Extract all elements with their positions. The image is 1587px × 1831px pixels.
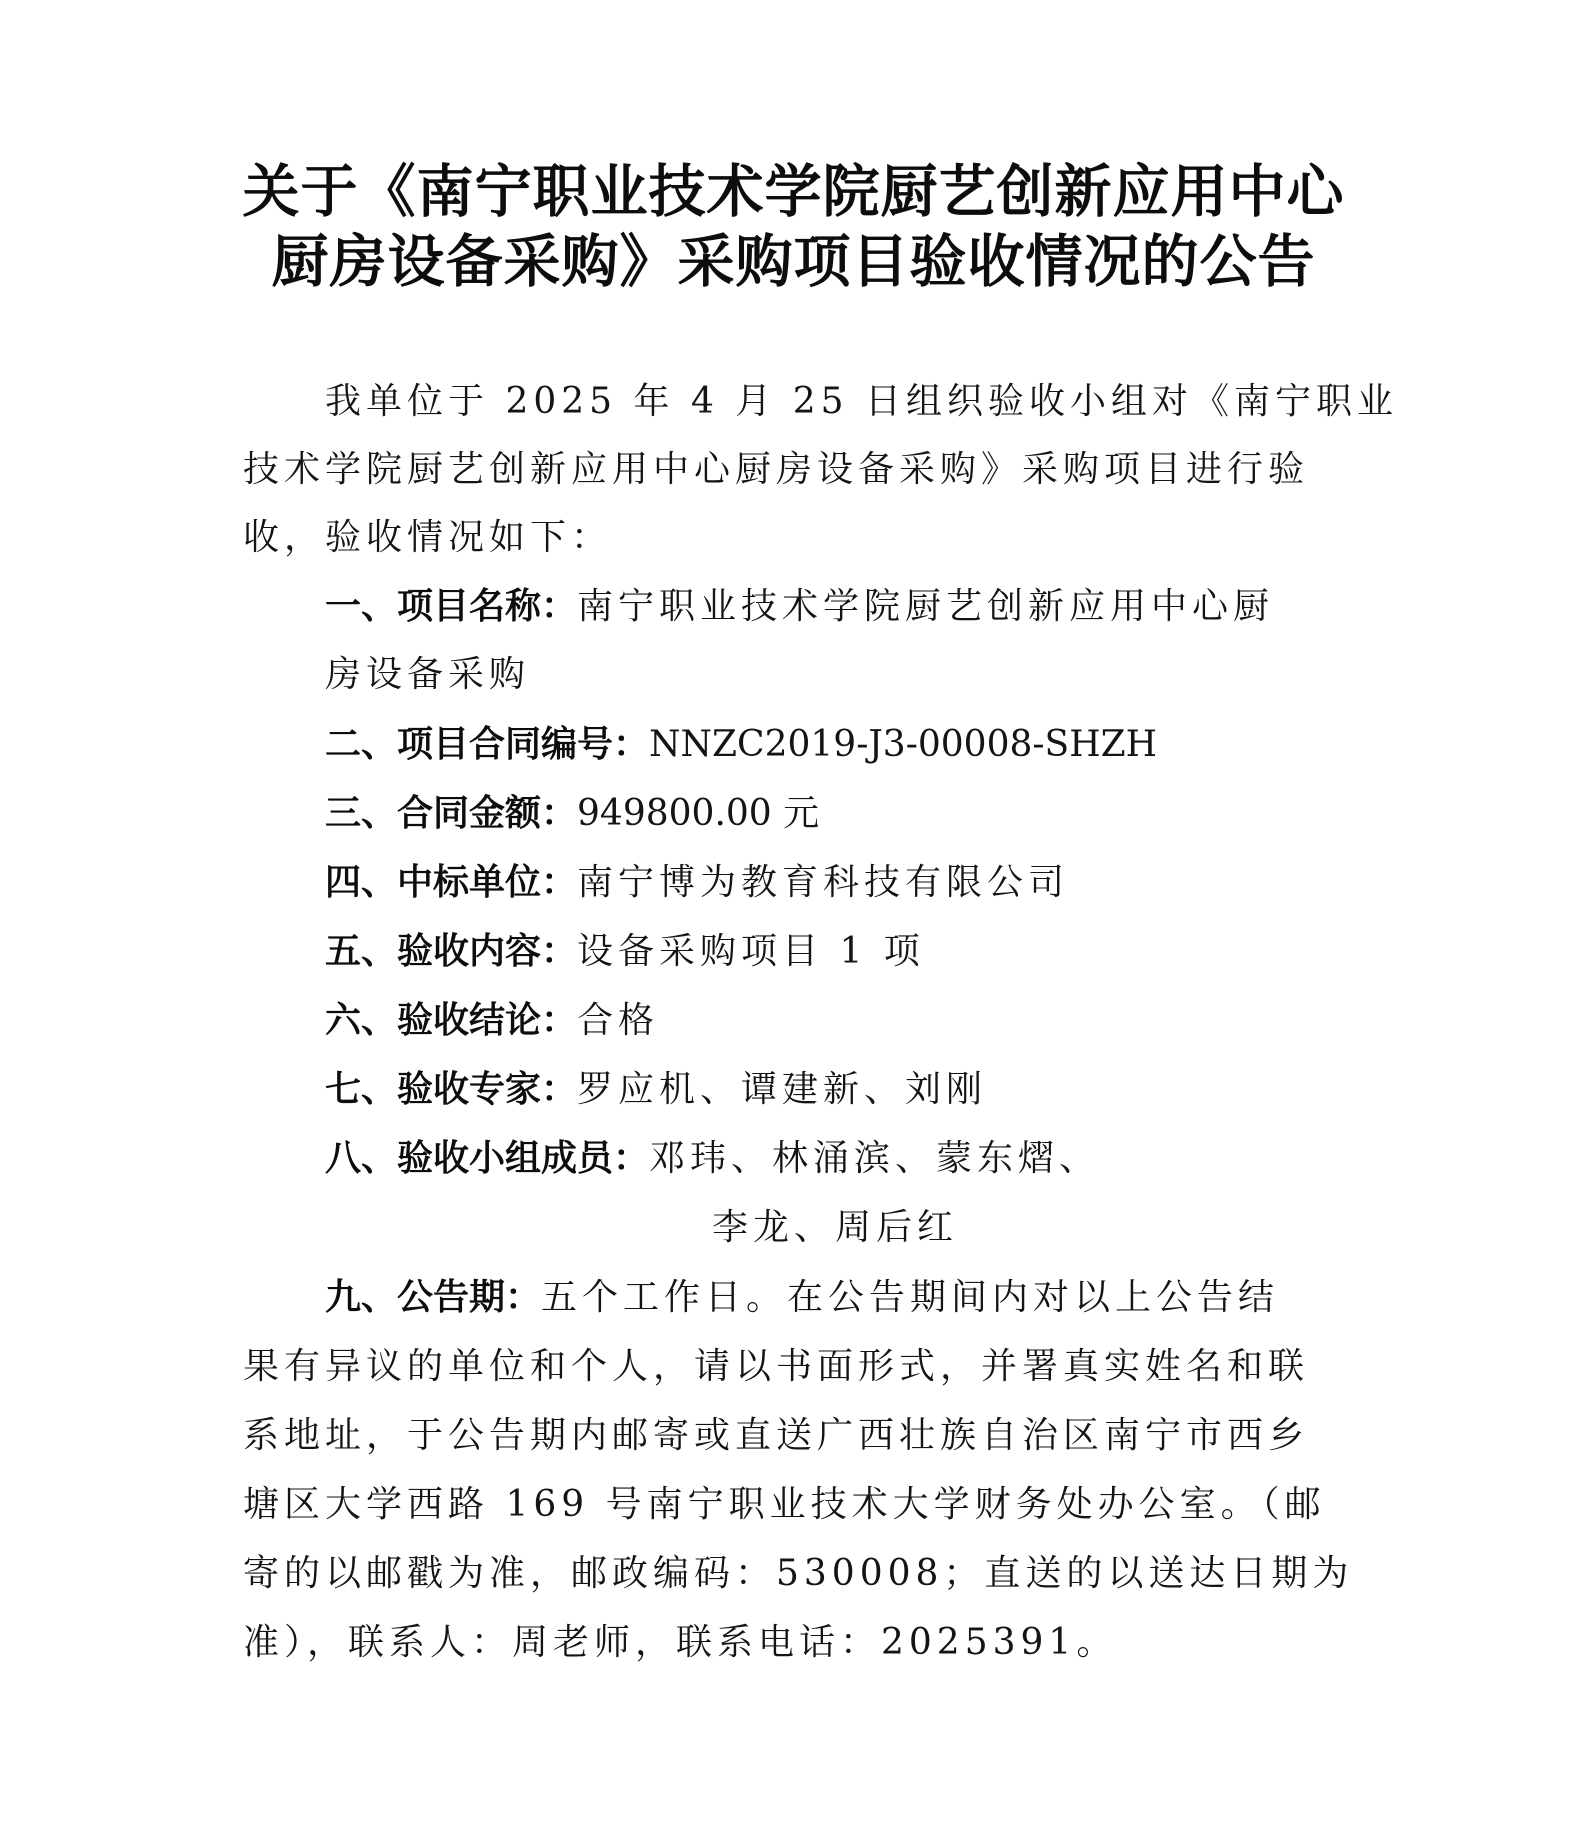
item-label: 七、验收专家：	[325, 1069, 578, 1110]
item-acceptance-members-continued: 李龙、周后红	[712, 1207, 959, 1248]
notice-paragraph-line-1	[325, 1276, 1279, 1320]
item-value: 南宁职业技术学院厨艺创新应用中心厨	[577, 586, 1275, 627]
document-title-line-2: 厨房设备采购》采购项目验收情况的公告	[271, 229, 1316, 295]
item-label: 四、中标单位：	[325, 862, 578, 903]
item-value: 合格	[577, 1000, 660, 1041]
item-acceptance-content	[325, 930, 925, 974]
notice-paragraph-line-2: 果有异议的单位和个人，请以书面形式，并署真实姓名和联	[243, 1346, 1310, 1387]
intro-paragraph-line-3: 收，验收情况如下：	[243, 517, 613, 558]
item-label: 八、验收小组成员：	[325, 1138, 650, 1179]
item-contract-amount	[325, 792, 819, 836]
item-winning-bidder	[325, 861, 1069, 905]
item-project-name-continued: 房设备采购	[325, 654, 531, 695]
item-project-name	[325, 585, 1274, 629]
item-value: 罗应机、谭建新、刘刚	[577, 1069, 988, 1110]
item-label: 一、项目名称：	[325, 586, 578, 627]
notice-label: 九、公告期：	[325, 1277, 542, 1318]
intro-paragraph-line-1: 我单位于 2025 年 4 月 25 日组织验收小组对《南宁职业	[325, 381, 1398, 422]
intro-paragraph-line-2: 技术学院厨艺创新应用中心厨房设备采购》采购项目进行验	[243, 449, 1310, 490]
notice-paragraph-line-4: 塘区大学西路 169 号南宁职业技术大学财务处办公室。（邮	[243, 1484, 1326, 1525]
item-acceptance-conclusion	[325, 999, 659, 1043]
item-value: 邓玮、林涌滨、蒙东熠、	[649, 1138, 1101, 1179]
item-value: 设备采购项目 1 项	[577, 931, 925, 972]
notice-text: 五个工作日。在公告期间内对以上公告结	[541, 1277, 1280, 1318]
item-value: 南宁博为教育科技有限公司	[577, 862, 1070, 903]
item-label: 三、合同金额：	[325, 793, 578, 834]
notice-paragraph-line-5: 寄的以邮戳为准，邮政编码：530008；直送的以送达日期为	[243, 1553, 1354, 1594]
document-title-line-1: 关于《南宁职业技术学院厨艺创新应用中心	[242, 159, 1345, 225]
item-label: 五、验收内容：	[325, 931, 578, 972]
notice-paragraph-line-6: 准），联系人：周老师，联系电话：2025391。	[243, 1622, 1118, 1663]
item-acceptance-experts	[325, 1068, 987, 1112]
item-contract-number	[325, 723, 1157, 767]
item-acceptance-members	[325, 1137, 1100, 1181]
item-value: 949800.00 元	[577, 793, 820, 834]
item-label: 六、验收结论：	[325, 1000, 578, 1041]
item-value: NNZC2019-J3-00008-SHZH	[649, 724, 1158, 765]
item-label: 二、项目合同编号：	[325, 724, 650, 765]
notice-paragraph-line-3: 系地址，于公告期内邮寄或直送广西壮族自治区南宁市西乡	[243, 1415, 1310, 1456]
